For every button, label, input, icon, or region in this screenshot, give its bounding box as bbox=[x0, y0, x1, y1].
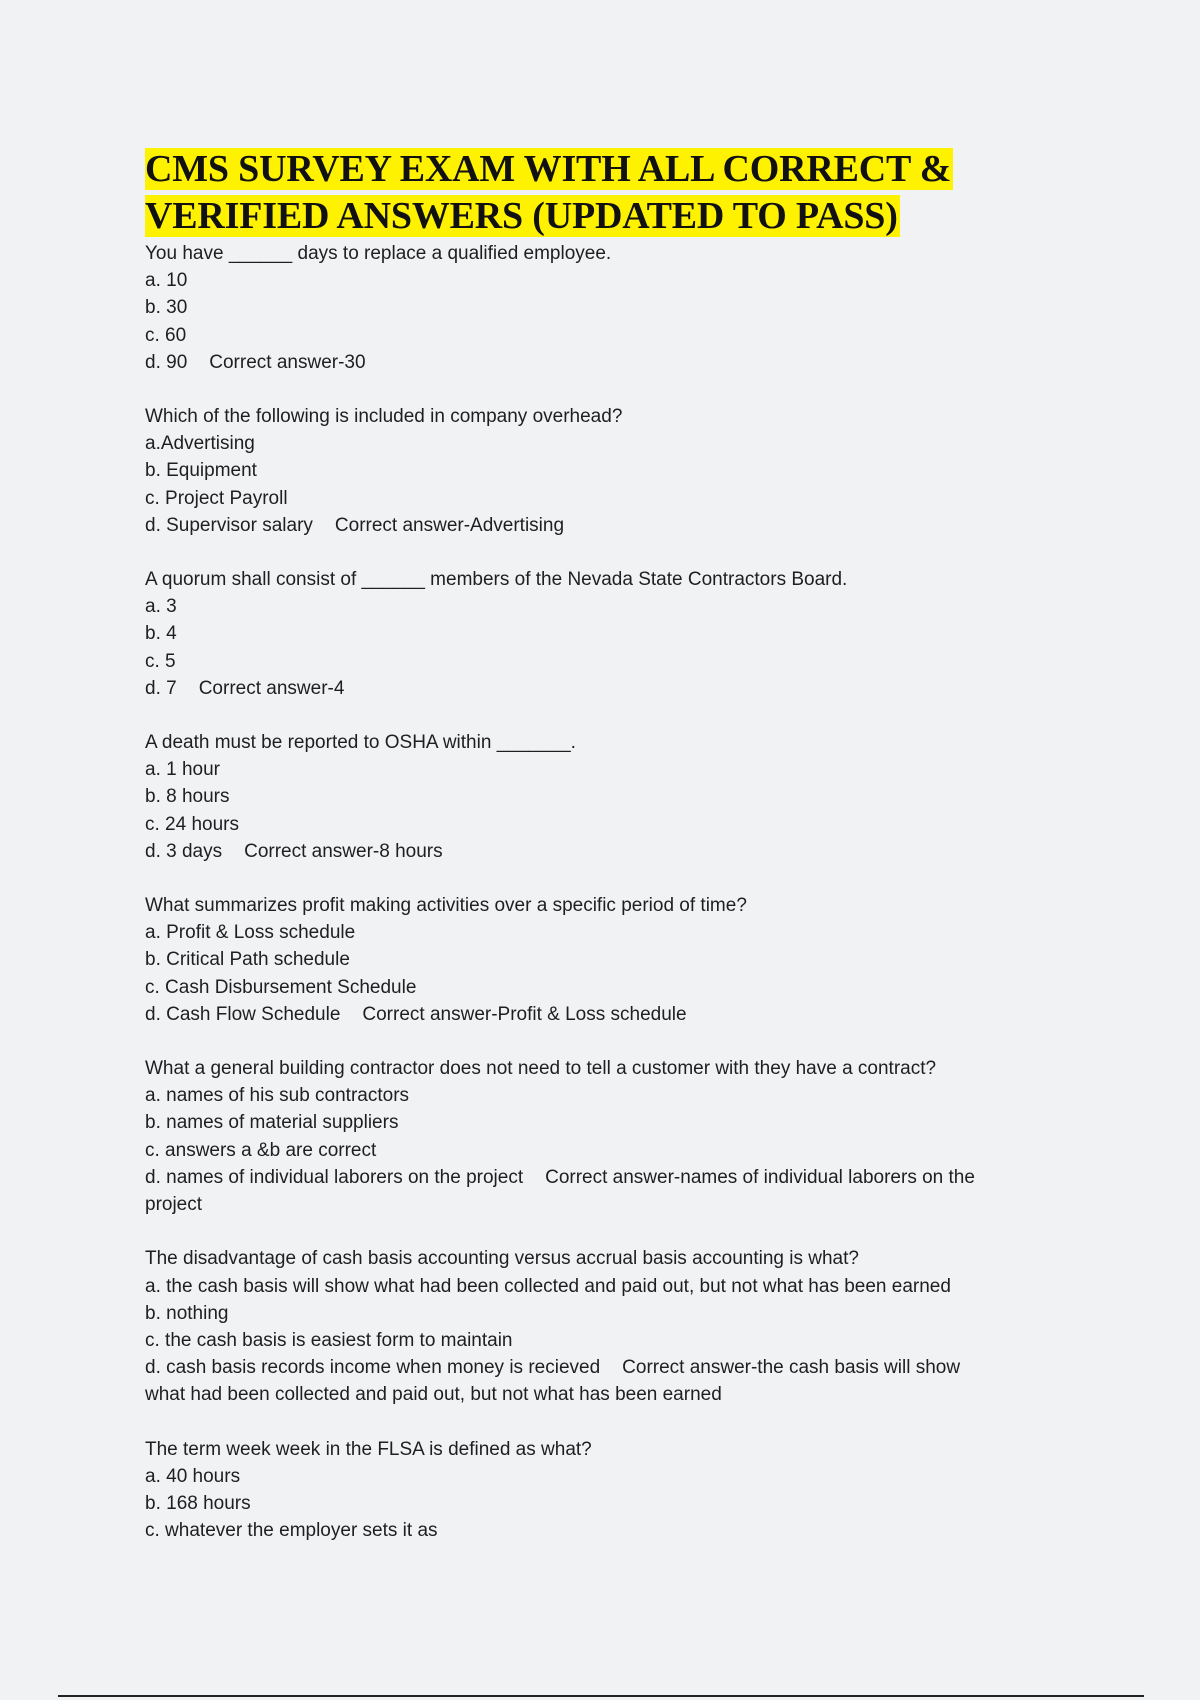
correct-answer: Correct answer-names of individual laborers on the bbox=[545, 1166, 975, 1188]
option: b. nothing bbox=[145, 1302, 229, 1324]
option: c. whatever the employer sets it as bbox=[145, 1520, 438, 1542]
last-option-line bbox=[145, 1354, 1075, 1381]
option: a. Profit & Loss schedule bbox=[145, 922, 356, 944]
document-page bbox=[145, 146, 1075, 1571]
option: d. 90 bbox=[145, 351, 188, 373]
question-text: A quorum shall consist of ______ members of the Nevada State Contractors Board. bbox=[145, 569, 848, 591]
option: b. Equipment bbox=[145, 460, 257, 482]
option: d. Supervisor salary bbox=[145, 514, 313, 536]
correct-answer: Correct answer-the cash basis will show bbox=[622, 1357, 961, 1379]
question-text: What a general building contractor does not need to tell a customer with they have a contract? bbox=[145, 1058, 937, 1080]
question-block bbox=[145, 1055, 1075, 1218]
option: b. 8 hours bbox=[145, 786, 230, 808]
correct-answer: Correct answer-8 hours bbox=[244, 840, 443, 862]
option: c. Project Payroll bbox=[145, 487, 288, 509]
title-line-2: VERIFIED ANSWERS (UPDATED TO PASS) bbox=[145, 195, 898, 237]
option: b. 168 hours bbox=[145, 1492, 251, 1514]
option: b. Critical Path schedule bbox=[145, 949, 350, 971]
option: c. answers a &b are correct bbox=[145, 1139, 377, 1161]
last-option-line bbox=[145, 1164, 1075, 1191]
option: c. 5 bbox=[145, 650, 176, 672]
question-text: What summarizes profit making activities over a specific period of time? bbox=[145, 895, 747, 917]
option: a. names of his sub contractors bbox=[145, 1085, 410, 1107]
option: d. cash basis records income when money is recieved bbox=[145, 1357, 601, 1379]
question-text: You have ______ days to replace a qualified employee. bbox=[145, 243, 612, 264]
option: a.Advertising bbox=[145, 433, 255, 455]
last-option-line bbox=[145, 1001, 1075, 1028]
question-block bbox=[145, 892, 1075, 1028]
correct-answer: Correct answer-Profit & Loss schedule bbox=[362, 1003, 687, 1025]
option: c. Cash Disbursement Schedule bbox=[145, 976, 417, 998]
last-option-line bbox=[145, 838, 1075, 865]
question-block bbox=[145, 403, 1075, 539]
question-block bbox=[145, 566, 1075, 702]
last-option-line bbox=[145, 349, 1075, 376]
question-text: A death must be reported to OSHA within _______. bbox=[145, 732, 576, 754]
correct-answer: Correct answer-Advertising bbox=[334, 514, 565, 536]
option: b. names of material suppliers bbox=[145, 1112, 399, 1134]
correct-answer: Correct answer-30 bbox=[209, 351, 366, 373]
correct-answer-continued: project bbox=[145, 1194, 203, 1216]
option: a. 40 hours bbox=[145, 1465, 241, 1487]
option: a. 3 bbox=[145, 596, 177, 618]
option: c. 60 bbox=[145, 324, 187, 346]
question-block bbox=[145, 729, 1075, 865]
option: b. 30 bbox=[145, 297, 188, 319]
correct-answer-continued: what had been collected and paid out, but not what has been earned bbox=[145, 1384, 722, 1406]
option: b. 4 bbox=[145, 623, 177, 645]
option: d. Cash Flow Schedule bbox=[145, 1003, 341, 1025]
question-text: The term week week in the FLSA is defined as what? bbox=[145, 1438, 592, 1460]
option: c. 24 hours bbox=[145, 813, 239, 835]
question-block bbox=[145, 240, 1075, 376]
option: c. the cash basis is easiest form to maintain bbox=[145, 1329, 513, 1351]
last-option-line bbox=[145, 512, 1075, 539]
option: d. 3 days bbox=[145, 840, 223, 862]
correct-answer: Correct answer-4 bbox=[198, 677, 345, 699]
question-block bbox=[145, 1436, 1075, 1545]
last-option-line bbox=[145, 675, 1075, 702]
question-block bbox=[145, 1245, 1075, 1408]
question-text: The disadvantage of cash basis accounting versus accrual basis accounting is what? bbox=[145, 1248, 859, 1270]
option: a. the cash basis will show what had been collected and paid out, but not what has been earned bbox=[145, 1275, 951, 1297]
option: d. 7 bbox=[145, 677, 177, 699]
option: d. names of individual laborers on the project bbox=[145, 1166, 524, 1188]
option: a. 1 hour bbox=[145, 759, 220, 781]
document-title bbox=[145, 146, 1075, 240]
title-line-1: CMS SURVEY EXAM WITH ALL CORRECT & bbox=[145, 148, 952, 190]
page-bottom-rule bbox=[58, 1695, 1144, 1697]
question-text: Which of the following is included in company overhead? bbox=[145, 406, 623, 428]
option: a. 10 bbox=[145, 270, 188, 292]
